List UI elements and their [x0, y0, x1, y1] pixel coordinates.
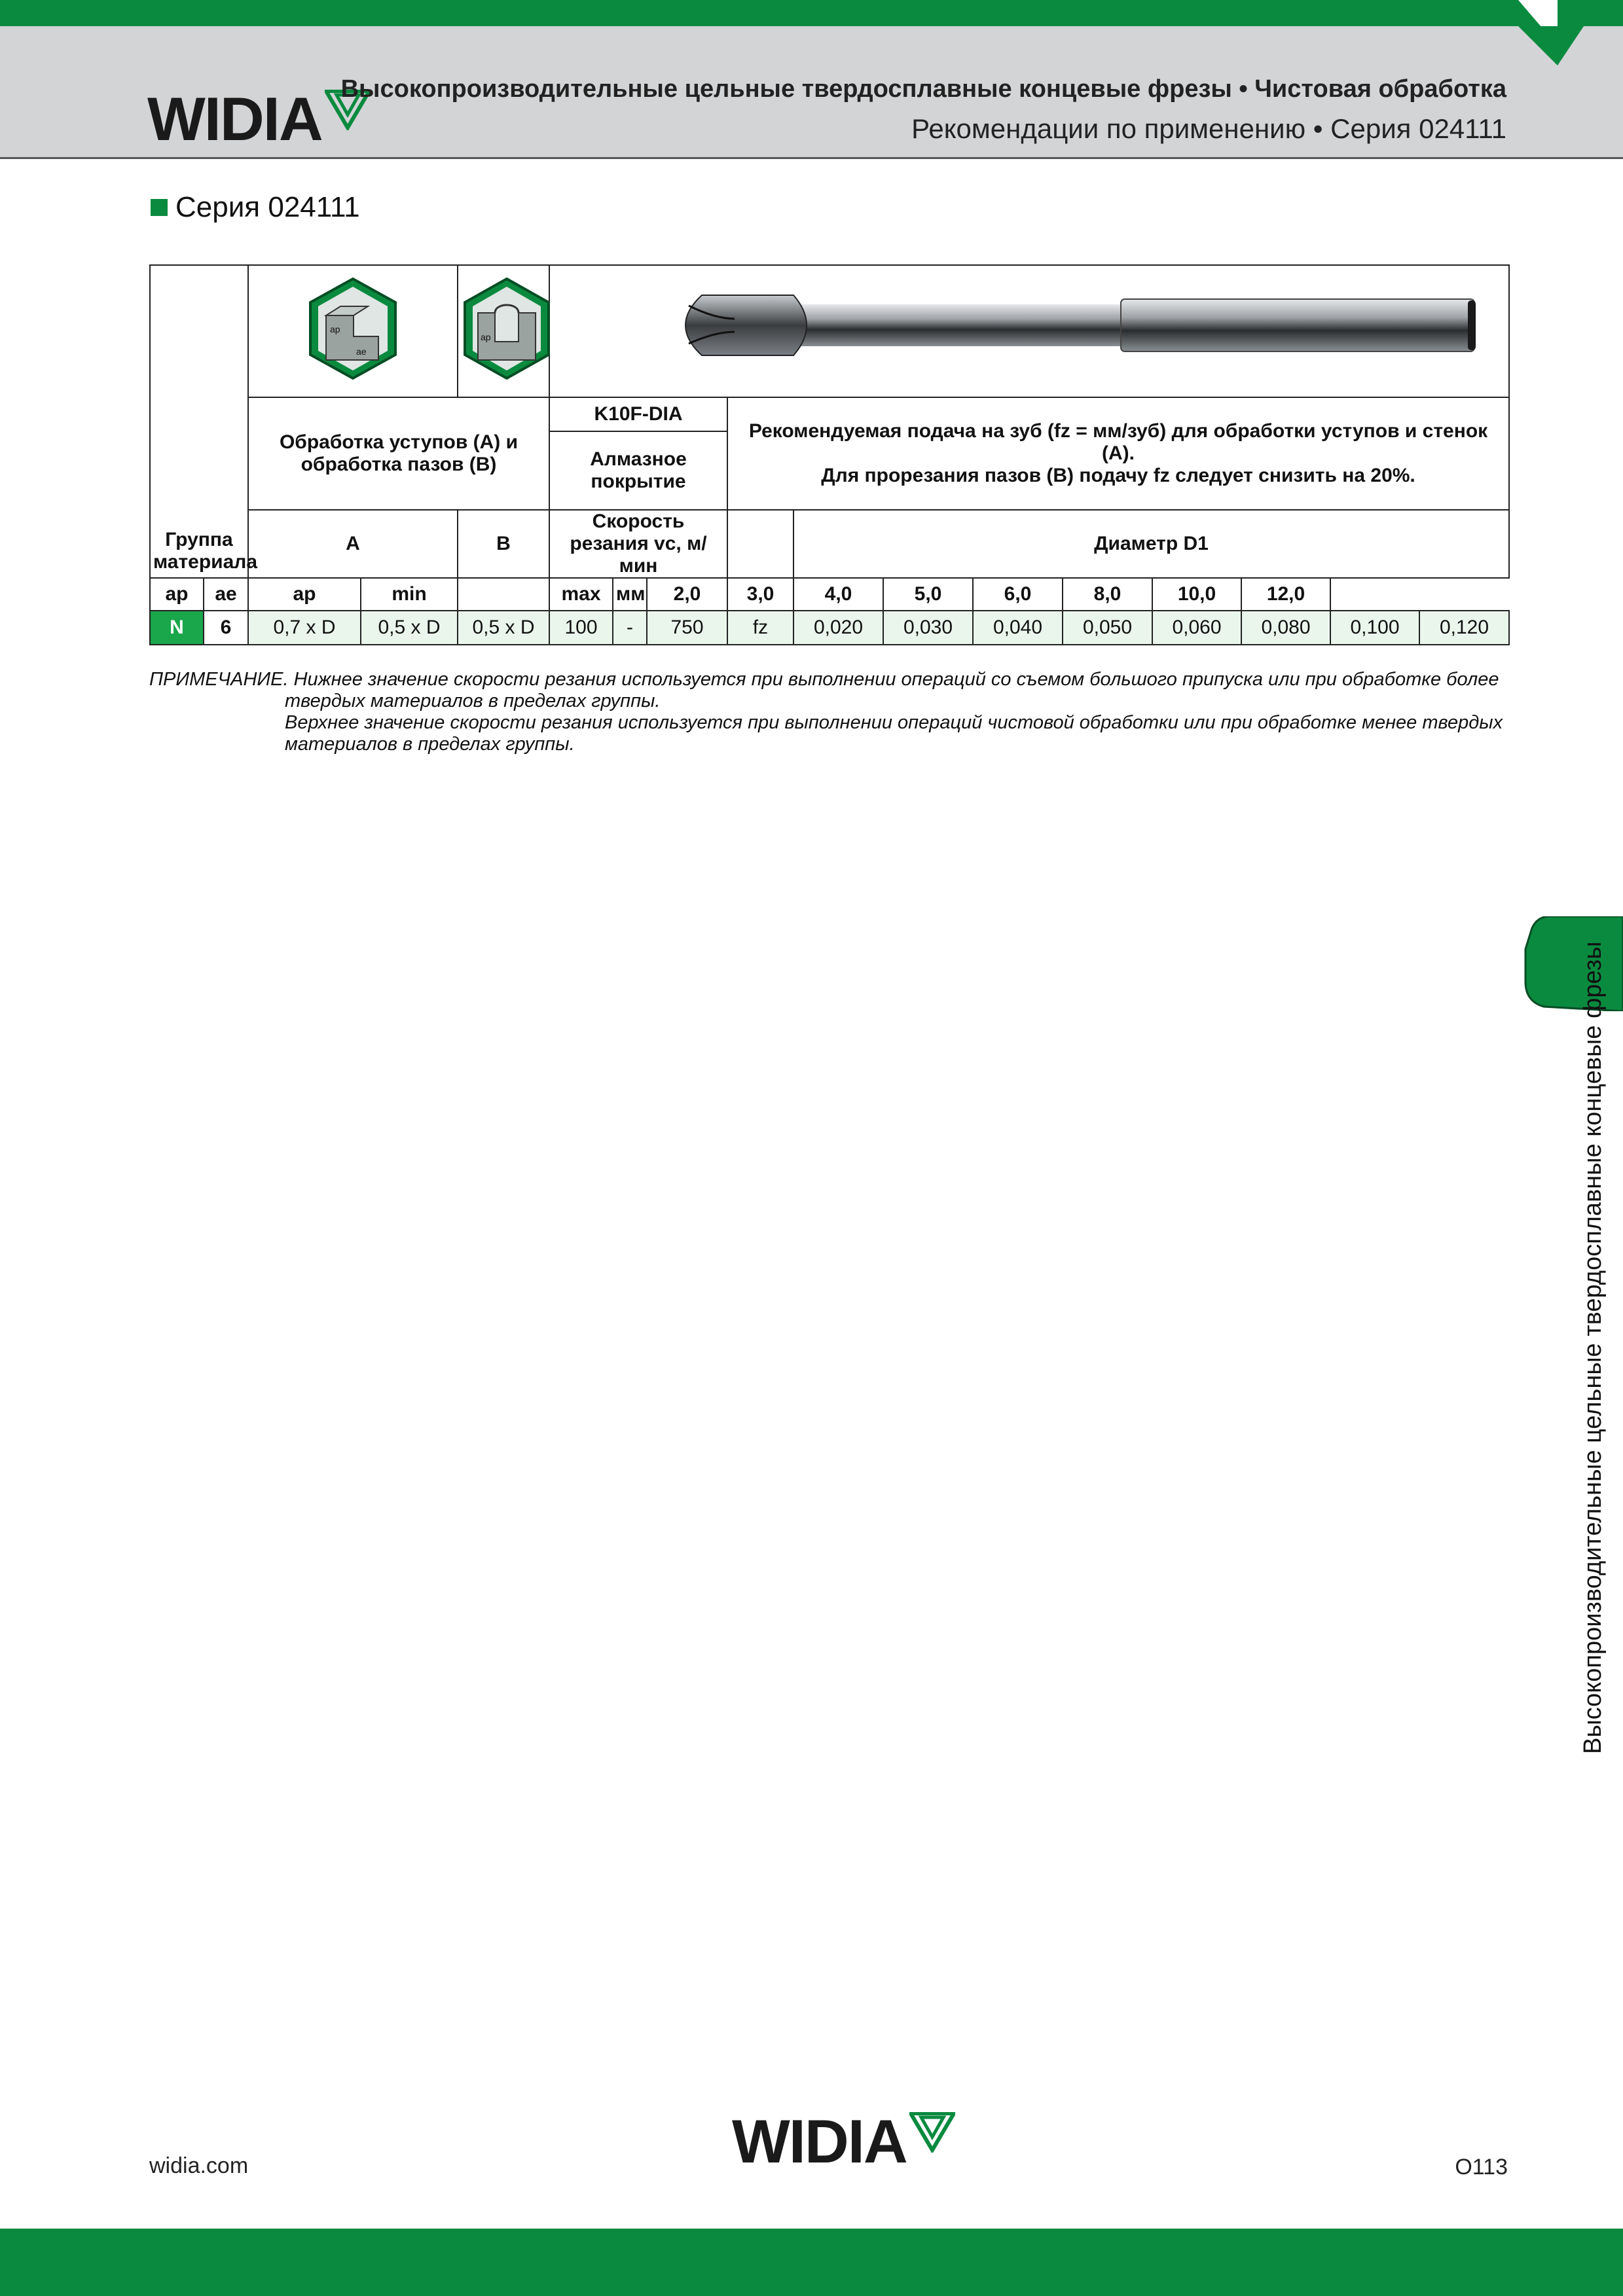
diameter-value: 8,0 — [1063, 578, 1152, 611]
green-square-bullet-icon — [151, 199, 168, 216]
diameter-value: 6,0 — [973, 578, 1063, 611]
side-section-label: Высокопроизводительные цельные твердосплавные концевые фрезы — [1579, 941, 1607, 1754]
page-header — [0, 26, 1623, 159]
top-accent-stripe — [0, 0, 1623, 26]
footer-bar — [0, 2229, 1623, 2296]
series-heading — [151, 191, 360, 224]
diameter-value: 10,0 — [1152, 578, 1241, 611]
fz-label: fz — [727, 611, 793, 645]
note-line: материалов в пределах группы. — [285, 734, 575, 755]
cutting-speed-header: Скорость резания vc, м/мин — [549, 510, 727, 578]
ae-value: 0,5 x D — [361, 611, 458, 645]
operation-description: Обработка уступов (A) и обработка пазов (B) — [248, 397, 549, 510]
series-title-text: Серия 024111 — [175, 191, 360, 223]
note-line: твердых материалов в пределах группы. — [285, 691, 661, 711]
material-group-header: Группа материала — [150, 265, 248, 578]
widia-logo-footer — [732, 2107, 955, 2176]
footer-url[interactable]: widia.com — [149, 2153, 249, 2178]
note-block — [149, 669, 1511, 755]
feed-description — [727, 397, 1509, 510]
diameter-value: 12,0 — [1241, 578, 1330, 611]
sub-header-max: max — [549, 578, 613, 611]
icon-label-ae: ae — [356, 346, 367, 357]
diameter-value: 4,0 — [793, 578, 883, 611]
fz-value: 0,080 — [1241, 611, 1330, 645]
column-a-header: A — [248, 510, 458, 578]
tool-image-cell — [549, 265, 1509, 397]
widia-triangle-icon — [909, 2112, 955, 2153]
ap-b-value: 0,5 x D — [458, 611, 549, 645]
sub-header-ap-a: ap — [150, 578, 204, 611]
header-title: Высокопроизводительные цельные твердосплавные концевые фрезы • Чистовая обработка — [340, 75, 1506, 103]
vc-max-value: 750 — [647, 611, 727, 645]
feed-description-line1: Рекомендуемая подача на зуб (fz = мм/зуб) для обработки уступов и стенок (A). — [748, 420, 1488, 464]
header-subtitle: Рекомендации по применению • Серия 024111 — [911, 113, 1506, 144]
note-line: ПРИМЕЧАНИЕ. Нижнее значение скорости резания используется при выполнении операций со съемом большого припуска или при обработке более — [149, 669, 1499, 690]
vc-min-value: 100 — [549, 611, 613, 645]
fz-value: 0,050 — [1063, 611, 1152, 645]
sub-header-mm: мм — [613, 578, 647, 611]
section-tab — [1524, 916, 1623, 1011]
fz-value: 0,030 — [883, 611, 973, 645]
shoulder-icon-cell — [248, 265, 458, 397]
blank-header-cell — [727, 510, 793, 578]
material-group-letter: N — [150, 611, 204, 645]
material-group-number: 6 — [204, 611, 248, 645]
header-corner-chevron — [1453, 0, 1623, 65]
column-b-header: B — [458, 510, 549, 578]
logo-wordmark: WIDIA — [732, 2107, 907, 2176]
icon-label-ap-slot: ap — [481, 332, 491, 342]
shoulder-milling-icon — [304, 276, 402, 381]
ap-a-value: 0,7 x D — [248, 611, 361, 645]
fz-value: 0,120 — [1419, 611, 1509, 645]
note-line: Верхнее значение скорости резания используется при выполнении операций чистовой обработки или при обработке менее твердых — [285, 712, 1503, 733]
feed-description-line2: Для прорезания пазов (B) подачу fz следует снизить на 20%. — [821, 465, 1415, 486]
logo-wordmark: WIDIA — [147, 84, 322, 153]
page-number: O113 — [1455, 2155, 1508, 2179]
diameter-value: 2,0 — [647, 578, 727, 611]
sub-header-ae: ae — [204, 578, 248, 611]
fz-value: 0,020 — [793, 611, 883, 645]
diameter-value: 5,0 — [883, 578, 973, 611]
slot-icon-cell — [458, 265, 549, 397]
fz-value: 0,100 — [1330, 611, 1419, 645]
coating-label: Алмазное покрытие — [549, 431, 727, 510]
grade-label: K10F-DIA — [549, 397, 727, 431]
sub-header-min: min — [361, 578, 458, 611]
application-table — [149, 264, 1510, 645]
slot-milling-icon — [461, 276, 553, 381]
ball-end-mill-image — [571, 266, 1487, 391]
icon-label-ap: ap — [330, 324, 340, 334]
vc-dash: - — [613, 611, 647, 645]
table-row — [150, 611, 1509, 645]
sub-header-ap-b: ap — [248, 578, 361, 611]
widia-logo — [147, 84, 371, 153]
fz-value: 0,040 — [973, 611, 1063, 645]
fz-value: 0,060 — [1152, 611, 1241, 645]
diameter-header: Диаметр D1 — [793, 510, 1509, 578]
sub-header-blank — [458, 578, 549, 611]
diameter-value: 3,0 — [727, 578, 793, 611]
